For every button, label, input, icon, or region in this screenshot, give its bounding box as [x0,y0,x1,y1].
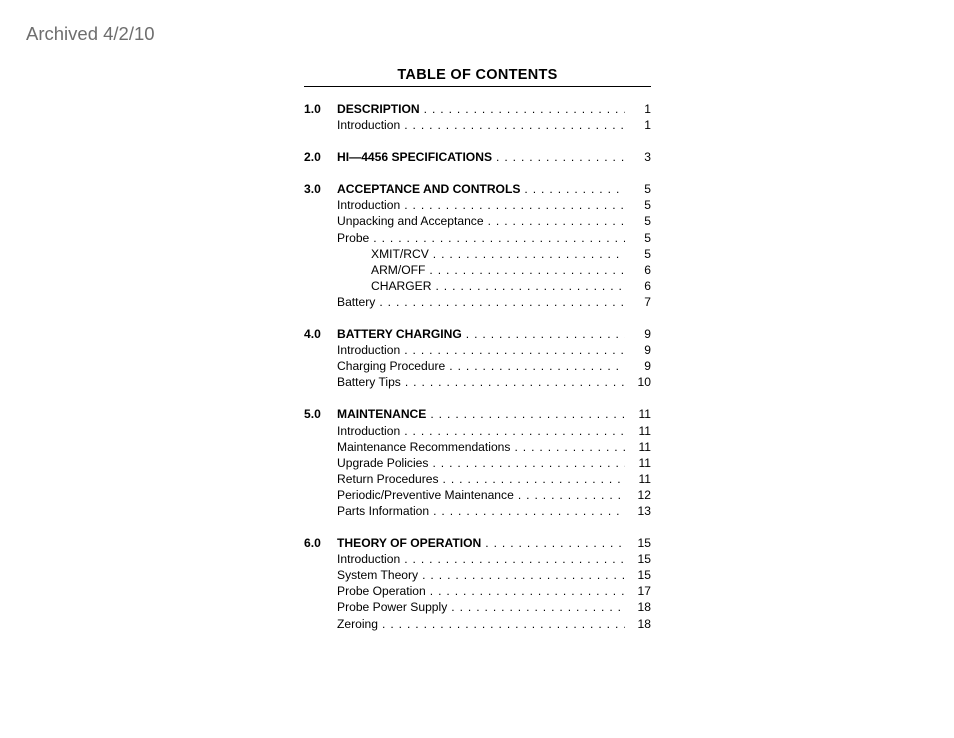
dot-leader [524,181,625,197]
entry-label: Periodic/Preventive Maintenance [337,487,514,502]
section-number: 6.0 [304,536,321,551]
toc-subentry[interactable] [304,503,651,519]
toc-section-heading[interactable] [304,326,651,342]
entry-label: Battery [337,294,376,309]
toc-section [304,101,651,133]
page-number: 6 [644,262,651,277]
toc-title: TABLE OF CONTENTS [304,65,651,87]
page-number: 17 [637,584,651,599]
toc-subentry[interactable] [304,374,651,390]
dot-leader [433,503,625,519]
section-title: HI—4456 SPECIFICATIONS [337,150,493,165]
entry-label: Maintenance Recommendations [337,439,511,454]
dot-leader [488,213,625,229]
toc-subentry[interactable] [304,294,651,310]
page-number: 5 [644,214,651,229]
dot-leader [404,117,625,133]
page-number: 1 [644,102,651,116]
entry-label: XMIT/RCV [371,246,429,261]
dot-leader [429,262,625,278]
toc-section [304,535,651,632]
page-number: 11 [638,439,651,454]
entry-label: Probe [337,230,370,245]
entry-label: System Theory [337,568,419,583]
dot-leader [432,455,625,471]
dot-leader [404,423,625,439]
toc-body [304,101,651,632]
section-number: 5.0 [304,407,321,422]
toc-section [304,181,651,310]
page-number: 1 [644,118,651,133]
page-number: 15 [637,568,651,583]
toc-subsubentry[interactable] [304,262,651,278]
toc-subentry[interactable] [304,342,651,358]
page-number: 5 [644,182,651,197]
page-number: 15 [637,536,651,551]
page-number: 5 [644,246,651,261]
entry-label: ARM/OFF [371,262,426,277]
section-title: THEORY OF OPERATION [337,536,482,551]
page-number: 11 [638,471,651,486]
dot-leader [451,599,625,615]
table-of-contents [304,65,651,648]
toc-subentry[interactable] [304,567,651,583]
toc-section-heading[interactable] [304,181,651,197]
toc-subsubentry[interactable] [304,246,651,262]
toc-section-heading[interactable] [304,406,651,422]
dot-leader [404,197,625,213]
dot-leader [404,342,625,358]
section-number: 2.0 [304,150,321,165]
toc-section [304,406,651,519]
dot-leader [430,406,625,422]
entry-label: Introduction [337,343,401,358]
page-number: 9 [644,343,651,358]
dot-leader [422,567,625,583]
dot-leader [430,583,625,599]
section-number: 3.0 [304,182,321,197]
section-title: BATTERY CHARGING [337,327,462,342]
entry-label: Probe Power Supply [337,600,448,615]
entry-label: Zeroing [337,616,379,631]
page-number: 11 [638,407,651,422]
section-number: 1.0 [304,102,321,116]
toc-subentry[interactable] [304,471,651,487]
section-number: 4.0 [304,327,321,342]
toc-subentry[interactable] [304,117,651,133]
page-number: 18 [637,600,651,615]
entry-label: Probe Operation [337,584,426,599]
toc-subentry[interactable] [304,616,651,632]
section-title: MAINTENANCE [337,407,427,422]
page-number: 11 [638,423,651,438]
page-number: 13 [637,503,651,518]
dot-leader [435,278,625,294]
page-number: 5 [644,230,651,245]
dot-leader [466,326,625,342]
toc-subentry[interactable] [304,487,651,503]
page-number: 5 [644,198,651,213]
entry-label: Return Procedures [337,471,439,486]
toc-subentry[interactable] [304,423,651,439]
page-number: 9 [644,359,651,374]
toc-subentry[interactable] [304,551,651,567]
page-number: 11 [638,455,651,470]
entry-label: Introduction [337,423,401,438]
entry-label: Introduction [337,118,401,133]
entry-label: Parts Information [337,503,430,518]
section-title: ACCEPTANCE AND CONTROLS [337,182,521,197]
toc-section-heading[interactable] [304,101,651,117]
toc-subentry[interactable] [304,213,651,229]
page-number: 18 [637,616,651,631]
toc-section [304,326,651,390]
archived-date-stamp: Archived 4/2/10 [26,23,155,44]
dot-leader [514,439,625,455]
entry-label: Battery Tips [337,375,401,390]
section-title: DESCRIPTION [337,102,420,116]
dot-leader [443,471,625,487]
dot-leader [379,294,625,310]
page-number: 3 [644,150,651,165]
toc-section-heading[interactable] [304,149,651,165]
dot-leader [518,487,625,503]
page-number: 7 [644,294,651,309]
toc-subentry[interactable] [304,358,651,374]
entry-label: Upgrade Policies [337,455,429,470]
toc-subentry[interactable] [304,197,651,213]
dot-leader [449,358,625,374]
entry-label: Unpacking and Acceptance [337,214,484,229]
page-number: 6 [644,278,651,293]
dot-leader [496,149,625,165]
toc-subentry[interactable] [304,455,651,471]
page-number: 15 [637,552,651,567]
dot-leader [373,230,625,246]
dot-leader [382,616,625,632]
dot-leader [485,535,625,551]
toc-subentry[interactable] [304,230,651,246]
page-number: 10 [637,375,651,390]
toc-section-heading[interactable] [304,535,651,551]
toc-section [304,149,651,165]
dot-leader [404,551,625,567]
toc-subentry[interactable] [304,439,651,455]
dot-leader [405,374,625,390]
toc-subsubentry[interactable] [304,278,651,294]
dot-leader [424,101,625,117]
dot-leader [433,246,625,262]
toc-subentry[interactable] [304,583,651,599]
entry-label: CHARGER [371,278,432,293]
entry-label: Introduction [337,198,401,213]
toc-subentry[interactable] [304,599,651,615]
entry-label: Charging Procedure [337,359,446,374]
page-number: 12 [637,487,651,502]
page-number: 9 [644,327,651,342]
entry-label: Introduction [337,552,401,567]
